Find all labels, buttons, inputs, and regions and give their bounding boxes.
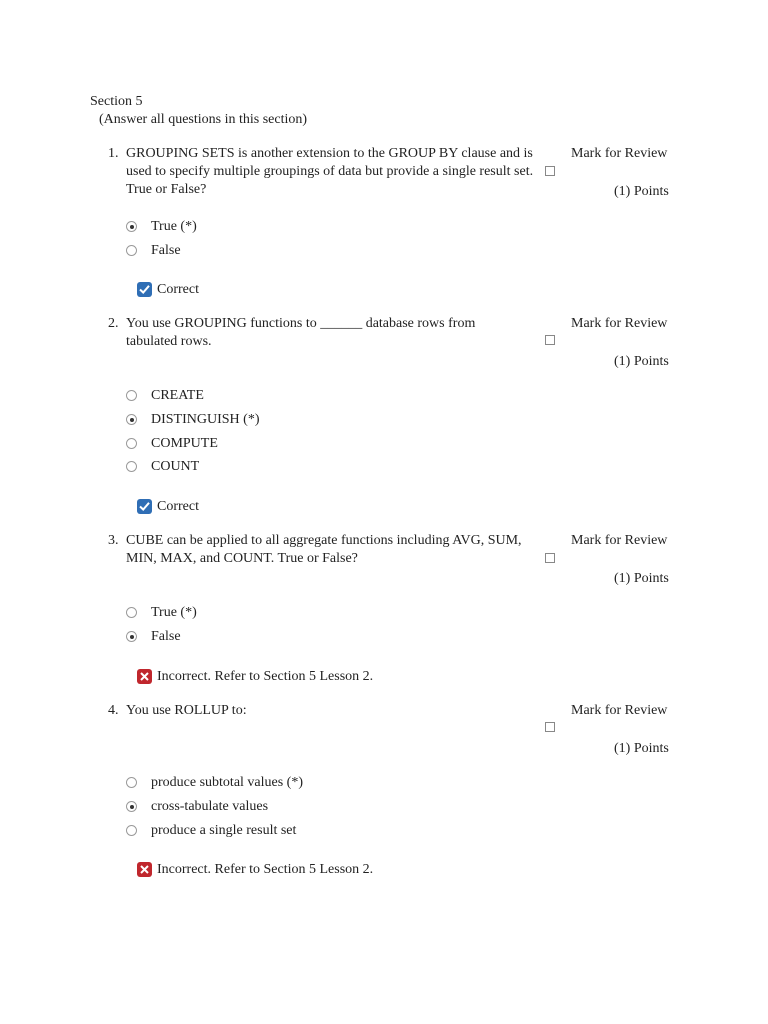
check-icon (137, 499, 152, 514)
result-text: Incorrect. Refer to Section 5 Lesson 2. (157, 669, 374, 684)
mark-for-review-checkbox[interactable] (545, 553, 555, 563)
result-text: Correct (157, 282, 199, 297)
mark-for-review-checkbox[interactable] (545, 335, 555, 345)
points-label: (1) Points (614, 354, 669, 369)
answer-option-label: COMPUTE (151, 436, 218, 451)
mark-for-review-label: Mark for Review (571, 703, 668, 718)
points-label: (1) Points (614, 571, 669, 586)
result-text: Incorrect. Refer to Section 5 Lesson 2. (157, 862, 374, 877)
answer-option-label: True (*) (151, 605, 197, 620)
question-number: 2. (108, 316, 119, 331)
answer-option-label: False (151, 629, 181, 644)
question-number: 1. (108, 146, 119, 161)
radio-button[interactable] (126, 221, 137, 232)
question-text: GROUPING SETS is another extension to the GROUP BY clause and is used to specify multiple groupings of data but provide a single result set. True or False? (126, 146, 534, 197)
mark-for-review-checkbox[interactable] (545, 166, 555, 176)
check-icon (137, 282, 152, 297)
radio-button[interactable] (126, 801, 137, 812)
answer-option-label: False (151, 243, 181, 258)
question-text: You use ROLLUP to: (126, 703, 247, 718)
answer-option-label: COUNT (151, 459, 200, 474)
result-text: Correct (157, 499, 199, 514)
radio-button[interactable] (126, 245, 137, 256)
radio-button[interactable] (126, 438, 137, 449)
section-instructions: (Answer all questions in this section) (99, 112, 308, 127)
points-label: (1) Points (614, 741, 669, 756)
answer-option-label: DISTINGUISH (*) (151, 412, 260, 427)
section-title: Section 5 (90, 94, 143, 109)
mark-for-review-label: Mark for Review (571, 316, 668, 331)
answer-option-label: cross-tabulate values (151, 799, 269, 814)
question-number: 3. (108, 533, 119, 548)
mark-for-review-label: Mark for Review (571, 146, 668, 161)
radio-button[interactable] (126, 607, 137, 618)
answer-option-label: produce subtotal values (*) (151, 775, 304, 790)
radio-button[interactable] (126, 631, 137, 642)
radio-button[interactable] (126, 390, 137, 401)
question-text: CUBE can be applied to all aggregate functions including AVG, SUM, MIN, MAX, and COUNT. True or False? (126, 533, 522, 566)
answer-option-label: produce a single result set (151, 823, 297, 838)
radio-button[interactable] (126, 414, 137, 425)
x-icon (137, 669, 152, 684)
mark-for-review-checkbox[interactable] (545, 722, 555, 732)
question-number: 4. (108, 703, 119, 718)
question-text: You use GROUPING functions to ______ database rows from tabulated rows. (126, 316, 476, 349)
x-icon (137, 862, 152, 877)
mark-for-review-label: Mark for Review (571, 533, 668, 548)
radio-button[interactable] (126, 777, 137, 788)
radio-button[interactable] (126, 825, 137, 836)
radio-button[interactable] (126, 461, 137, 472)
points-label: (1) Points (614, 184, 669, 199)
answer-option-label: CREATE (151, 388, 204, 403)
answer-option-label: True (*) (151, 219, 197, 234)
